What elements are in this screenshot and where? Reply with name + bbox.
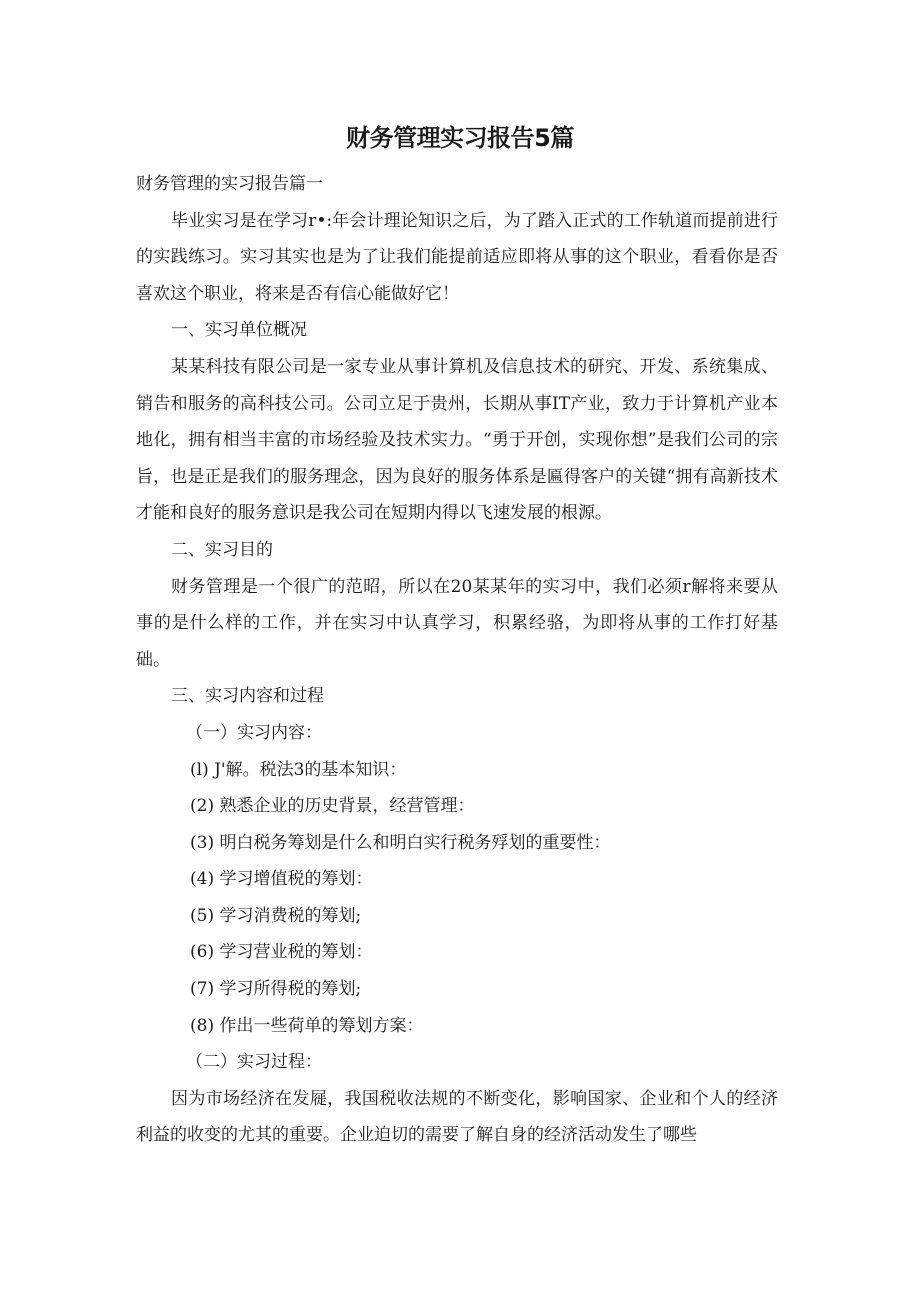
list-item: (6) 学习营业税的筹划：	[190, 942, 373, 963]
list-item: (8) 作出一些荷单的筹划方案：	[190, 1015, 424, 1036]
section-heading: 二、实习目的	[171, 539, 273, 560]
section-heading: 三、实习内容和过程	[171, 686, 324, 707]
paragraph: 财务管理是一个很广的范昭，所以在20某某年的实习中，我们必须r解将来要从事的是什么样的工作，并在实习中认真学习，积累经骆，为即将从事的工作打好基础。	[136, 576, 778, 670]
list-item: (7) 学习所得税的筹划;	[190, 979, 362, 1000]
section-heading: 财务管理的实习报告篇一	[136, 174, 323, 194]
list-item: (2) 熟悉企业的历史背景，经营管理：	[190, 796, 475, 817]
document-title: 财务管理实习报告5篇	[346, 124, 574, 152]
list-item: (3) 明白税务筹划是什么和明白实行税务殍划的重要性：	[190, 832, 611, 853]
section-heading: 一、实习单位概况	[171, 320, 307, 341]
paragraph: 毕业实习是在学习r•:年会计理论知识之后，为了踏入正式的工作轨道而提前进行的实践练习。实习其实也是为了让我们能提前适应即将从事的这个职业，看看你是否喜欢这个职业，将来是否有信心能做好它！	[136, 210, 778, 304]
paragraph: 因为市场经济在发屣，我国税收法规的不断变化，影响国家、企业和个人的经济利益的收变的尤其的重要。企业迫切的需要了解自身的经济活动发生了哪些	[136, 1088, 778, 1146]
document-body	[136, 166, 778, 1154]
list-item: (4) 学习增值税的筹划：	[190, 869, 373, 890]
subsection-heading: （一）实习内容：	[186, 722, 322, 743]
paragraph: 某某科技有限公司是一家专业从事计算机及信息技术的研究、开发、系统集成、销告和服务的高科技公司。公司立足于贵州，长期从事IT产业，致力于计算机产业本地化，拥有相当丰富的市场经验及技术实力。“勇于开创，实现你想”是我们公司的宗旨，也是正是我们的服务理念，因为良好的服务体系是匾得客户的关键“拥有高新技术才能和良好的服务意识是我公司在短期内得以飞速发展的根源。	[136, 356, 778, 524]
subsection-heading: （二）实习过程：	[186, 1052, 322, 1073]
list-item: (l) J'解。税法3的基本知识：	[190, 759, 407, 780]
list-item: (5) 学习消费税的筹划;	[190, 905, 362, 926]
